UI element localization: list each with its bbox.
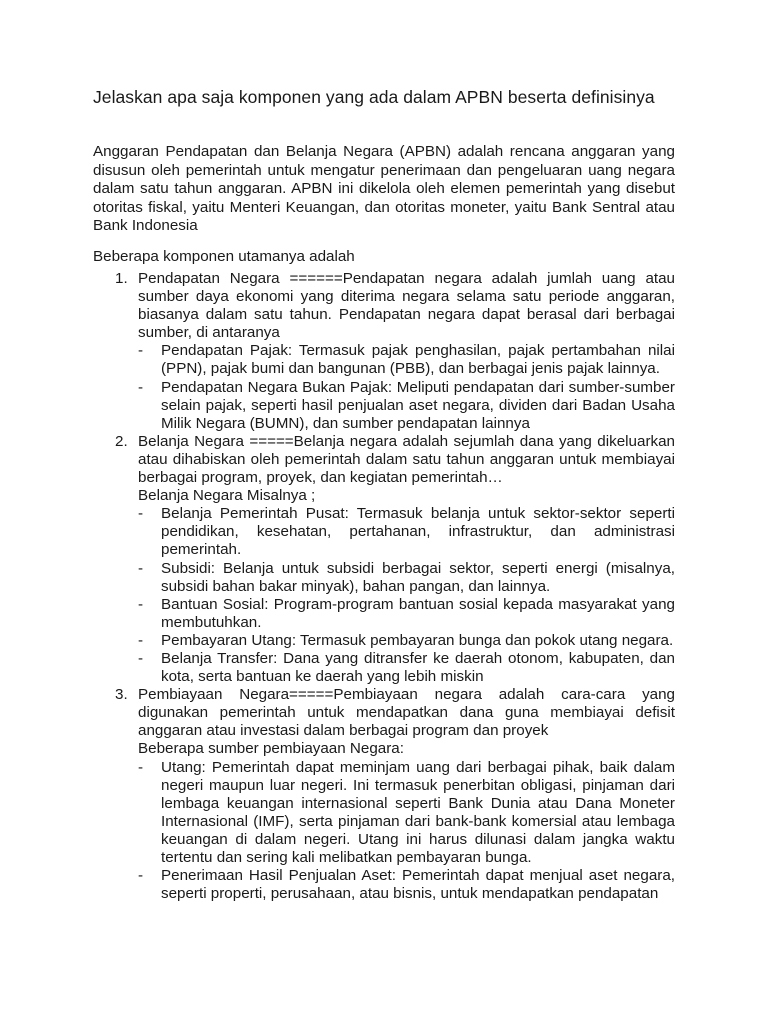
sub-list-item <box>138 560 675 596</box>
sub-list-item-text: Pendapatan Negara Bukan Pajak: Meliputi pendapatan dari sumber-sumber selain pajak, seperti hasil penjualan aset negara, dividen dari Badan Usaha Milik Negara (BUMN), dan sumber pendapatan lainnya <box>161 378 675 432</box>
sub-list-item-text: Belanja Transfer: Dana yang ditransfer ke daerah otonom, kabupaten, dan kota, serta bantuan ke daerah yang lebih miskin <box>161 649 675 686</box>
dash-marker: - <box>138 867 144 885</box>
list-item <box>93 686 675 903</box>
sub-list-item <box>138 650 675 686</box>
dash-marker: - <box>138 595 144 613</box>
dash-marker: - <box>138 378 144 396</box>
sub-list-heading: Belanja Negara Misalnya ; <box>138 487 316 505</box>
sub-list <box>138 342 675 432</box>
sub-list-item-text: Pembayaran Utang: Termasuk pembayaran bunga dan pokok utang negara. <box>161 631 674 649</box>
sub-list <box>138 505 675 686</box>
list-number: 1. <box>115 270 128 287</box>
list-item <box>93 270 675 433</box>
components-lead: Beberapa komponen utamanya adalah <box>93 247 355 265</box>
dash-marker: - <box>138 505 144 523</box>
dash-marker: - <box>138 649 144 667</box>
list-item-text: Belanja Negara =====Belanja negara adalah sejumlah dana yang dikeluarkan atau dihabiskan oleh pemerintah dalam satu tahun anggaran untuk membiayai berbagai program, proyek, dan kegiatan pemerintah… <box>138 432 675 487</box>
sub-list-item <box>138 759 675 868</box>
sub-list-item <box>138 596 675 632</box>
sub-list-item <box>138 632 675 650</box>
list-item <box>93 433 675 686</box>
dash-marker: - <box>138 758 144 776</box>
sub-list-heading: Beberapa sumber pembiayaan Negara: <box>138 740 404 758</box>
intro-paragraph: Anggaran Pendapatan dan Belanja Negara (APBN) adalah rencana anggaran yang disusun oleh pemerintah untuk mengatur penerimaan dan pengeluaran uang negara dalam satu tahun anggaran. APBN ini dikelola oleh elemen pemerintah yang disebut otoritas fiskal, yaitu Menteri Keuangan, dan otoritas moneter, yaitu Bank Sentral atau Bank Indonesia <box>93 143 675 234</box>
list-number: 3. <box>115 686 128 704</box>
list-item-text: Pendapatan Negara ======Pendapatan negara adalah jumlah uang atau sumber daya ekonomi yang diterima negara selama satu periode anggaran, biasanya dalam satu tahun. Pendapatan negara dapat berasal dari berbagai sumber, di antaranya <box>138 270 675 342</box>
document-title: Jelaskan apa saja komponen yang ada dalam APBN beserta definisinya <box>93 87 655 107</box>
sub-list-item-text: Penerimaan Hasil Penjualan Aset: Pemerintah dapat menjual aset negara, seperti properti, perusahaan, atau bisnis, untuk mendapatkan pendapatan <box>161 867 675 903</box>
sub-list-item <box>138 379 675 433</box>
sub-list-item <box>138 342 675 378</box>
sub-list <box>138 759 675 904</box>
sub-list-item-text: Belanja Pemerintah Pusat: Termasuk belanja untuk sektor-sektor seperti pendidikan, kesehatan, pertahanan, infrastruktur, dan administrasi pemerintah. <box>161 505 675 559</box>
dash-marker: - <box>138 559 144 577</box>
sub-list-item-text: Bantuan Sosial: Program-program bantuan sosial kepada masyarakat yang membutuhkan. <box>161 595 675 631</box>
sub-list-item-text: Pendapatan Pajak: Termasuk pajak penghasilan, pajak pertambahan nilai (PPN), pajak bumi dan bangunan (PBB), dan berbagai jenis pajak lainnya. <box>161 342 675 378</box>
sub-list-item-text: Subsidi: Belanja untuk subsidi berbagai sektor, seperti energi (misalnya, subsidi bahan bakar minyak), bahan pangan, dan lainnya. <box>161 559 675 595</box>
sub-list-item <box>138 867 675 903</box>
sub-list-item-text: Utang: Pemerintah dapat meminjam uang dari berbagai pihak, baik dalam negeri maupun luar negeri. Ini termasuk penerbitan obligasi, pinjaman dari lembaga keuangan internasional seperti Bank Dunia atau Dana Moneter Internasional (IMF), serta pinjaman dari bank-bank komersial atau lembaga keuangan di dalam negeri. Utang ini harus dilunasi dalam jangka waktu tertentu dan sering kali melibatkan pembayaran bunga. <box>161 758 675 866</box>
dash-marker: - <box>138 631 144 649</box>
dash-marker: - <box>138 342 144 360</box>
list-item-text: Pembiayaan Negara=====Pembiayaan negara adalah cara-cara yang digunakan pemerintah untuk mendapatkan dana guna membiayai defisit anggaran atau investasi dalam berbagai program dan proyek <box>138 686 675 740</box>
components-list <box>93 270 675 903</box>
list-number: 2. <box>115 432 128 450</box>
sub-list-item <box>138 505 675 559</box>
